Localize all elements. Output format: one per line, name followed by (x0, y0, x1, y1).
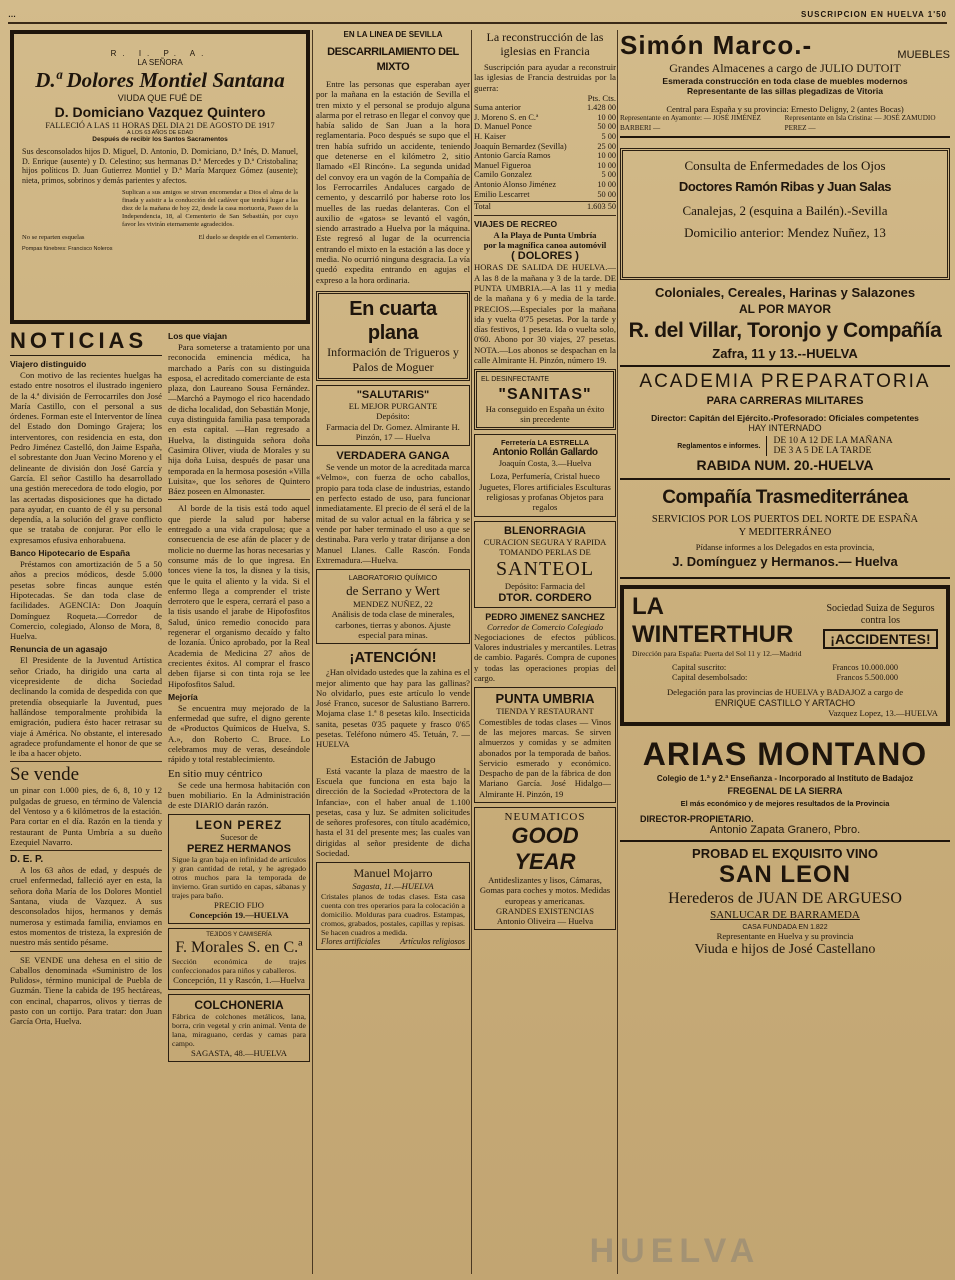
obituary-funeral-home: Pompas fúnebres: Francisco Noleros (22, 245, 113, 252)
recon-row (474, 132, 616, 142)
recon-donor: Camilo Gonzalez (474, 170, 532, 180)
simon-muebles: MUEBLES (897, 49, 950, 61)
ferre-address: Joaquín Costa, 3.—Huelva (498, 458, 592, 469)
obituary-date: FALLECIÓ A LAS 11 HORAS DEL DIA 21 DE AGOSTO DE 1917 (45, 121, 275, 130)
dolores-name: ( DOLORES ) (511, 250, 579, 263)
obituary-duelo: El duelo se despide en el Cementerio. (198, 234, 298, 242)
obituary-box (10, 30, 310, 324)
obituary-esquelas: No se reparten esquelas (22, 234, 85, 242)
sevilla-heading: EN LA LINEA DE SEVILLA (343, 30, 443, 39)
morales-text: Sección económica de trajes confeccionados para niños y caballeros. (172, 957, 306, 976)
leon-precio: PRECIO FIJO (214, 899, 264, 910)
wint-delegado: ENRIQUE CASTILLO Y ARTACHO (714, 697, 856, 708)
recon-donor: Antonio Alonso Jiménez (474, 179, 557, 189)
colon-sub: AL POR MAYOR (738, 302, 831, 317)
wint-cap2-row (672, 673, 898, 683)
neu-title: NEUMATICOS (504, 811, 586, 823)
column-rule (471, 30, 472, 1274)
dep-text: A los 63 años de edad, y después de cruel enfermedad, falleció ayer en esta, la señora doña María de los Dolores Montiel Santana, viuda de Vazquez. A sus desconsolados hijos, hermanos y demás numerosa y estimada familia, enviamos en estos momentos de tristeza, la expresión de nuestro más sentido pésame. (10, 865, 162, 948)
winterthur-ad (620, 585, 950, 726)
recon-row (474, 180, 616, 190)
wint-sociedad: Sociedad Suiza de Seguros contra los (826, 602, 935, 626)
ganga-title: VERDADERA GANGA (336, 450, 450, 463)
simon-sub2: Esmerada construcción en toda clase de muebles modernos (662, 76, 908, 86)
leon-address: Concepción 19.—HUELVA (189, 910, 289, 921)
viajan-heading: Los que viajan (168, 331, 228, 341)
san-leon-ad (620, 842, 950, 959)
arias-location: FREGENAL DE LA SIERRA (727, 785, 843, 796)
ganga-text: Se vende un motor de la acreditada marca «Velmo», con fuerza de ocho caballos, propio para toda clase de industrias, estando en perfecto estado de uso, para funcionar inmediatamente. El precio de él será el de la mitad de su valor actual en la fábrica y se vende por haber terminado el uso a que se destinaba. Para verlo y tratar diríjanse a don Manuel Llanes. Calle Rascón. Fonda Extremadura.—Huelva. (316, 462, 470, 565)
recon-table (474, 103, 616, 199)
column-third (474, 30, 616, 1274)
villar-address: Zafra, 11 y 13.--HUELVA (712, 346, 858, 362)
dep-heading: D. E. P. (10, 854, 44, 866)
jabugo-heading: Estación de Jabugo (350, 753, 436, 766)
pedro-name: PEDRO JIMENEZ SANCHEZ (485, 611, 605, 622)
recon-total-row (474, 201, 616, 212)
wint-direccion: Dirección para España: Puerta del Sol 11 y 12.—Madrid (632, 648, 802, 658)
header-right: SUSCRIPCION EN HUELVA 1'50 (801, 10, 947, 19)
arias-sub: Colegio de 1.ª y 2.ª Enseñanza - Incorporado al Instituto de Badajoz (656, 773, 914, 783)
mojarro-footer (321, 937, 465, 947)
simon-marco-ad (620, 30, 950, 138)
cordero-name: DTOR. CORDERO (498, 591, 592, 604)
recon-row (474, 113, 616, 123)
acad-internado: HAY INTERNADO (748, 423, 822, 434)
mejoria-heading: Mejoría (168, 691, 198, 702)
arias-director: DIRECTOR-PROPIETARIO. (640, 813, 754, 824)
viajan-text: Para someterse a tratamiento por una reconocida eminencia médica, ha marchado a París con su distinguida esposa, el acreditado comerciante de esta plaza, don Laureano Sousa Fernández. —Marchó a Paymogo el rico hacendado de dicha localidad, don Sebastián Monje, cuya distinguida familia pasa temporada en esta capital. —Han regresado a Huelva, la distinguida señora doña Casimira Oliver, viuda de Morales y su hija doña Luisa, después de pasar una temporada en la hermosa posesión «Villa Luisita», que los señores de Quintero Báez poseen en Almonaster. (168, 342, 310, 497)
trasm-sub: SERVICIOS POR LOS PUERTOS DEL NORTE DE ESPAÑA Y MEDITERRÁNEO (651, 514, 919, 539)
wint-right (823, 603, 938, 649)
column-left (10, 30, 310, 1274)
column-ads (620, 30, 950, 1274)
page-header (8, 10, 947, 24)
acad-schedule (766, 436, 892, 456)
viajero-heading: Viajero distinguido (10, 359, 87, 369)
bleno-title: BLENORRAGIA (504, 524, 586, 537)
recon-amount: 50 00 (597, 122, 616, 132)
ferre-text: Loza, Perfumería, Cristal hueco Juguetes, Flores artificiales Esculturas religiosas y profanas Objetos para regalos (479, 471, 611, 513)
acad-title: ACADEMIA PREPARATORIA (639, 371, 931, 393)
acad-hours (620, 436, 950, 456)
viajes-sub2: por la magnífica canoa automóvil (483, 240, 607, 251)
wint-address: Vazquez Lopez, 13.—HUELVA (828, 707, 938, 718)
arias-name: ARIAS MONTANO (642, 735, 928, 772)
viajes-text: HORAS DE SALIDA DE HUELVA.—A las 8 de la mañana y 3 de la tarde. DE PUNTA UMBRIA.—A las 11 y media de la mañana y 6 y media de la tarde. PRECIOS.—Especiales por la mañana ida y vuelta 0'75 pesetas. Por la tarde y días festivos, 1 peseta. Ida o vuelta solo, 0'60. Abono por 30 viajes, 27 pesetas. NOTA.—Los abonos se despachan en la calle Almirante H. Pinzón, número 19. (474, 262, 616, 365)
recon-amount: 1.428 00 (586, 103, 616, 113)
neu-text: Antideslizantes y lisos, Cámaras, Gomas para coches y motos. Medidas europeas y americanas. (479, 875, 611, 906)
santeol-dep: Depósito: Farmacia del (504, 581, 586, 592)
vino-casa: CASA FUNDADA EN 1.822 (742, 923, 828, 931)
mojarro-religiosos: Artículos religiosos (400, 936, 465, 946)
colch-text: Fábrica de colchones metálicos, lana, borra, crin vegetal y crin animal. Venta de lana, miraguano, cerdas y camas para campo. (172, 1011, 306, 1048)
salutaris-ad (316, 385, 470, 446)
ojos-previous: Domicilio anterior: Mendez Nuñez, 13 (684, 225, 886, 241)
goodyear-logo: GOOD YEAR (511, 823, 579, 874)
santeol-name: SANTEOL (495, 558, 595, 581)
acad-address: RABIDA NUM. 20.-HUELVA (696, 457, 874, 474)
salut-title: "SALUTARIS" (356, 388, 430, 401)
pedro-sub: Corredor de Comercio Colegiado (486, 621, 604, 632)
simon-sub3: Representante de las sillas plegadizas de Vitoria (687, 86, 883, 96)
morales-top: TEJIDOS Y CAMISERÍA (206, 932, 272, 939)
wint-cap1-label: Capital suscrito: (672, 663, 727, 673)
noticias-title: NOTICIAS (10, 328, 162, 356)
viajes-sub: A la Playa de Punta Umbría (493, 229, 597, 240)
obituary-age: A LOS 63 AÑOS DE EDAD (126, 130, 194, 136)
column-rule (617, 30, 618, 1274)
leon-title: LEON PEREZ (195, 818, 283, 833)
recon-row (474, 142, 616, 152)
recon-unit: Pts. Cts. (587, 92, 616, 103)
lab-name: de Serrano y Wert (346, 583, 440, 599)
simon-rep2: Representante en Isla Cristina: — JOSÉ ZAMUDIO PEREZ — (784, 114, 936, 132)
renuncia-heading: Renuncia de un agasajo (10, 644, 108, 655)
acad-h1: DE 10 A 12 DE LA MAÑANA (773, 436, 893, 447)
obituary-ripa: R. I. P. A. (110, 49, 210, 58)
morales-name: F. Morales S. en C.ª (175, 939, 303, 957)
vino-location: SANLUCAR DE BARRAMEDA (710, 908, 860, 921)
ojos-address: Canalejas, 2 (esquina a Bailén).-Sevilla (682, 203, 888, 219)
trasm-firm: J. Domínguez y Hermanos.— Huelva (672, 553, 898, 569)
punta-text: Comestibles de todas clases — Vinos de las mejores marcas. Se sirven almuerzos y comidas y se admiten abonados por la temporada de baños. Servicio esmerado y económico. Despacho de pan de la fábrica de don Mariano García. José Hidalgo—Almirante H. Pinzón, 19 (479, 716, 611, 799)
viajero-text: Con motivo de las recientes huelgas ha estado entre nosotros el ilustrado ingeniero de la 4.ª división de Ferrocarriles don José María Castillo, con el personal a sus órdenes. Forman este el Interventor de línea del Estado don Domingo Grajera; los interventores, con residencia en esta, don Pedro Jiménez Castelló, don Jaime España, el sobrestante don Juan Vecino Moreno y el delineante de división don José García y García. El señor Castillo ha desarrollado una gestión merecedora de todo elogio, por las acertadas disposiciones que ha dictado para ayudar, en cuanto de él y su personal dependía, a la solución del grave conflicto que se trataba de conjurar. Por ello le expresamos efusiva enhorabuena. (10, 370, 162, 545)
cuarta-plana-box (316, 291, 470, 381)
cuarta-big: En cuarta plana (349, 297, 437, 344)
obituary-husband: D. Domiciano Vazquez Quintero (54, 104, 266, 120)
mojarro-flores: Flores artificiales (321, 936, 381, 946)
acad-sub: PARA CARRERAS MILITARES (706, 395, 864, 408)
recon-amount: 50 00 (597, 189, 616, 199)
ojos-doctors: Doctores Ramón Ribas y Juan Salas (678, 179, 892, 195)
punta-sub: TIENDA Y RESTAURANT (496, 706, 594, 717)
arias-director-name: Antonio Zapata Granero, Pbro. (709, 823, 861, 836)
ojos-ad (620, 148, 950, 280)
trasmediterranea-ad (620, 480, 950, 578)
banco-text: Préstamos con amortización de 5 a 50 años a precios módicos, desde 5.000 pesetas sobre fincas aunque estén Hipotecadas. Se dan toda clase de facilidades. AGENCIA: Don Joaquín Domínguez Roqueta.—Corredor de Comercio, colegiado, Alonso de Mora, 8, Huelva. (10, 559, 162, 642)
recon-intro: Suscripción para ayudar a reconstruir las iglesias de Francia destruidas por la guerra: (474, 62, 616, 93)
simon-rep1: Representante en Ayamonte: — JOSÉ JIMÉNEZ BARBERI — (620, 114, 761, 132)
wint-cap1: Francos 10.000.000 (832, 663, 898, 673)
recon-title: La reconstrucción de las iglesias en Francia (486, 30, 604, 58)
viajes-heading: VIAJES DE RECREO (474, 218, 558, 229)
recon-donor: Antonio García Ramos (474, 151, 551, 161)
mojarro-address: Sagasta, 11.—HUELVA (352, 881, 434, 892)
salut-dep: Depósito: (376, 411, 410, 422)
recon-donor: Joaquín Bernardez (Sevilla) (474, 141, 567, 151)
column-rule (312, 30, 313, 1274)
recon-total-label: Total (474, 202, 491, 212)
obituary-request: Suplican a sus amigos se sirvan encomendar a Dios el alma de la finada y asistir a la conducción del cadáver que tendrá lugar a las diez de la mañana de hoy 22, desde la casa mortuoria, Paseo de la Independencia, 18, al Cementerio de San Sebastián, por cuyo favor les vivirán eternamente agradecidos. (122, 189, 298, 229)
leon-perez-ad (168, 814, 310, 924)
sitio-heading: En sitio muy céntrico (168, 767, 263, 780)
library-watermark: HUELVA (589, 1232, 761, 1270)
tisis-text: Al borde de la tisis está todo aquel que pierde la salud por haberse entregado a una vida crapulosa; que a consecuencia de ese afán de placer y de molicie no duerme las horas necesarias y consume más de lo que ingresa. En tonces viene la tos, la disnea y la tisis, que le quita el aliento y la vida. Si el enfermo llega a comprender el triste derrotero que le espera, cerrará el paso a la tisis usando el jarabe de Hipofosfitos Salud, único remedio conocido para regenerar el organismo decaído y falto de lozanía. Único aprobado, por la Real Academia de Medicina 27 años de crecientes éxitos. Al comprar el frasco deben fijarse si con tinta roja se lee Hipofosfitos Salud. (168, 503, 310, 689)
colch-address: SAGASTA, 48.—HUELVA (190, 1047, 287, 1058)
simon-central: Central para España y su provincia: Ernesto Deligny, 2 (antes Bocas) (666, 104, 904, 114)
vino-viuda: Viuda e hijos de José Castellano (694, 942, 876, 958)
recon-donor: D. Manuel Ponce (474, 122, 532, 132)
bleno-sub: CURACION SEGURA Y RAPIDA TOMANDO PERLAS DE (483, 536, 607, 557)
villar-ad (620, 284, 950, 367)
atencion-title: ¡ATENCIÓN! (349, 649, 437, 667)
leon-firm: PEREZ HERMANOS (187, 842, 291, 855)
lab-text: Análisis de toda clase de minerales, carbones, tierras y abonos. Ajuste especial para minas. (331, 609, 455, 640)
wint-left (632, 593, 823, 659)
leon-text: Sigue la gran baja en infinidad de artículos y gran cantidad de retal, y he agregado otros muchos para la temporada de invierno. Gran surtido en capas, sábanas y trajes para baño. (172, 854, 306, 900)
acad-reglamentos: Reglamentos e informes. (677, 442, 761, 450)
noticias-column (10, 328, 162, 1066)
ferreteria-ad (474, 434, 616, 516)
trasm-informes: Pídanse informes a los Delegados en esta provincia, (695, 542, 875, 553)
simon-sub: Grandes Almacenes a cargo de JULIO DUTOIT (669, 61, 901, 75)
academia-ad (620, 367, 950, 480)
obituary-sacraments: Después de recibir los Santos Sacramentos (92, 136, 228, 143)
obituary-la-senora: LA SEÑORA (137, 58, 183, 67)
sevilla-title: DESCARRILAMIENTO DEL MIXTO (327, 46, 459, 73)
wint-cap1-row (672, 663, 898, 673)
wint-cap2: Francos 5.500.000 (836, 672, 898, 682)
recon-row (474, 190, 616, 200)
ferre-heading: Ferretería LA ESTRELLA (500, 438, 590, 448)
recon-donor: H. Kaiser (474, 131, 506, 141)
recon-amount: 10 00 (597, 151, 616, 161)
obituary-footer (22, 233, 298, 243)
arias-montano-ad (620, 730, 950, 842)
vino-name: SAN LEON (718, 860, 851, 888)
sevilla-text: Entre las personas que esperaban ayer por la mañana en la estación de Sevilla el tren mixto y el personal se produjo alguna alarma por el retraso en llegar el convoy que había salido de San Juan a la hora reglamentaria. Poco después se supo que el tren había sufrido un accidente, teniendo que detenerse en el kilómetro 2, sitio llamado «El Rincón». La segunda unidad del convoy era un vagón de la Compañía de los Ferrocarriles Andaluces cargado de cemento, y descarriló por haberse roto los muelles de las ruedas delanteras. Con el auxilio de «gatos» se levantó el vagón, siendo arrastrado a Huelva por la máquina. Este regresó al lugar de la ocurrencia entrando el mixto en la estación a las doce y media. No ocurrió ninguna desgracia. La vía quedó expedita entrando en agujas el expreso a la hora ordinaria. (316, 79, 470, 285)
recon-donor: Suma anterior (474, 103, 521, 113)
jabugo-text: Está vacante la plaza de maestro de la Escuela que funciona en esta bajo la dirección de la Sociedad «Protectora de la Infancia», con el haber anual de 1.100 pesetas, casa y luz. Se admiten solicitudes de señores profesores, con título académico, hasta el 31 del presente mes; las cuales van dirigidas al señor presidente de dicha Sociedad. (316, 765, 470, 859)
recon-donor: Emilio Lescarret (474, 189, 530, 199)
wint-accidentes: ¡ACCIDENTES! (823, 629, 938, 649)
vino-rep: Representante en Huelva y su provincia (716, 930, 854, 941)
colon-title: Coloniales, Cereales, Harinas y Salazones (654, 285, 916, 301)
neu-address: Antonio Oliveira — Huelva (496, 916, 594, 927)
trasm-title: Compañía Trasmediterránea (662, 487, 908, 509)
lab-title: LABORATORIO QUÍMICO (348, 573, 438, 583)
acad-h2: DE 3 A 5 DE LA TARDE (773, 446, 872, 457)
sanitas-ad (474, 369, 616, 430)
wint-cap2-label: Capital desembolsado: (672, 672, 748, 682)
sevende-big: Se vende (10, 764, 80, 786)
punta-umbria-ad (474, 687, 616, 803)
news-columns (10, 328, 310, 1066)
mojarro-ad (316, 862, 470, 950)
recon-row (474, 151, 616, 161)
cuarta-sub: Información de Trigueros y Palos de Moguer (327, 344, 459, 374)
renuncia-text: El Presidente de la Juventud Artística señor Criado, ha dirigido una carta al vicepresidente de dicha Sociedad declinando la comida de despedida con que pretendía obsequiarle la Juventud, pues hallándose temporalmente prohibida la emigración, pudiera ésto hacer retrasar su viaje á América. No obstante, el interesado agradece profundamente el honor de que se le iba a hacer objeto. (10, 655, 162, 759)
mojarro-text: Cristales planos de todas clases. Esta casa cuenta con tres operarios para la colocación a domicilio. Molduras para cuadros. Estampas, cromos, grabados, postales, capillas y repisas. Se hacen cuadros a medida. (321, 891, 465, 937)
wint-top (632, 593, 938, 659)
salut-text: Farmacia del Dr. Gomez. Almirante H. Pinzón, 17 — Huelva (326, 421, 460, 442)
colch-title: COLCHONERIA (194, 997, 284, 1012)
mojarro-name: Manuel Mojarro (353, 866, 433, 881)
recon-row (474, 103, 616, 113)
recon-amount: 5 00 (601, 131, 616, 141)
atencion-text: ¿Han olvidado ustedes que la zahina es el mejor alimento que hay para las gallinas? No olvidarlo, pues este artículo lo vende José Franco, sucesor de Salustiano Barrero. Mojama clase 1.ª 8 pesetas kilo. Insecticida sanita, pesetas 0'35 paquete y frasco 0'65 pesetas. Teléfono número 45. Tetuán, 7. — HUELVA (316, 667, 470, 750)
recon-amount: 10 00 (597, 160, 616, 170)
pedro-text: Negociaciones de efectos públicos. Valores industriales y mercantiles. Letras de cambio. Pagarés. Compra de cupones y todas las operaciones propias del cargo. (474, 631, 616, 684)
colchoneria-ad (168, 994, 310, 1062)
dehesa-text: SE VENDE una dehesa en el sitio de Caballos denominada «Suministro de los Pulidos», término municipal de Puebla de Guzmán. Tiene la cabida de 195 hectáreas, con encinal, chaparros, olivos y tierras de pasto con un cortijo. Para tratar: don Juan García Orta, Huelva. (10, 954, 162, 1027)
recon-row (474, 122, 616, 132)
sevende-text: un pinar con 1.000 pies, de 6, 8, 10 y 12 pulgadas de grueso, en término de Valencia del Ventoso y a 6 kilómetros de la estación. Para cortar en el día. Razón en la tienda y restaurant de Punta Umbría a su dueño Ezequiel Navarro. (10, 785, 162, 847)
second-news-column (168, 328, 310, 1066)
villar-name: R. del Villar, Toronjo y Compañía (628, 319, 942, 343)
header-left: … (8, 10, 17, 19)
wint-name: LA WINTERTHUR (632, 592, 794, 648)
mejoria-text: Se encuentra muy mejorado de la enfermedad que sufre, el digno gerente de «Productos Químicos de Huelva, S. A.», don Roberto C. Bruce. Lo celebramos muy de veras, deseándole rápido y total restablecimiento. (168, 702, 310, 765)
recon-row (474, 161, 616, 171)
arias-results: El más económico y de mejores resultados de la Provincia (680, 798, 890, 808)
leon-sucesor: Sucesor de (220, 832, 258, 843)
morales-ad (168, 928, 310, 989)
vino-top: PROBAD EL EXQUISITO VINO (692, 845, 878, 861)
simon-name: Simón Marco.- (620, 30, 813, 60)
punta-title: PUNTA UMBRIA (495, 691, 595, 707)
neu-existencias: GRANDES EXISTENCIAS (495, 905, 595, 916)
recon-donor: Manuel Figueroa (474, 160, 531, 170)
wint-delegacion: Delegación para las provincias de HUELVA y BADAJOZ a cargo de (666, 687, 904, 698)
recon-donor: J. Moreno S. en C.ª (474, 112, 539, 122)
neumaticos-ad (474, 807, 616, 930)
recon-amount: 10 00 (597, 112, 616, 122)
recon-amount: 10 00 (597, 179, 616, 189)
ferre-name: Antonio Rollán Gallardo (492, 447, 598, 459)
acad-director: Director: Capitán del Ejército.-Profesorado: Oficiales competentes (651, 413, 919, 424)
sanitas-top: EL DESINFECTANTE (481, 376, 550, 384)
obituary-family: Sus desconsolados hijos D. Miguel, D. Antonio, D. Domiciano, D.ª Inés, D. Manuel, D. Enrique (ausente) y D. Celestino; sus hermanas D.ª Mercedes y D.ª Cristobalina; hijos políticos D. Juan Gutierrez Montiel y D.ª María Marquez Gómez (ausente); nieta, primos, sobrinos y demás parientes y afectos. (22, 147, 298, 185)
obituary-viuda: VIUDA QUE FUÉ DE (117, 93, 203, 103)
vino-herederos: Herederos de JUAN DE ARGUESO (668, 889, 902, 907)
blenorragia-ad (474, 521, 616, 608)
ojos-title: Consulta de Enfermedades de los Ojos (684, 158, 886, 174)
column-second (316, 30, 470, 1274)
simon-reps (620, 114, 950, 133)
recon-total: 1.603 50 (586, 202, 616, 212)
banco-heading: Banco Hipotecario de España (10, 548, 130, 559)
recon-amount: 25 00 (597, 141, 616, 151)
lab-address: MENDEZ NUÑEZ, 22 (353, 599, 433, 610)
recon-row (474, 170, 616, 180)
morales-address: Concepción, 11 y Rascón, 1.—Huelva (173, 975, 305, 986)
salut-sub: EL MEJOR PURGANTE (348, 400, 438, 411)
sitio-text: Se cede una hermosa habitación con buen mobiliario. En la Administración de este DIARIO darán razón. (168, 779, 310, 811)
laboratorio-ad (316, 569, 470, 644)
obituary-name: D.ª Dolores Montiel Santana (35, 68, 285, 92)
sanitas-sub: Ha conseguido en España un éxito sin precedente (485, 403, 605, 424)
sanitas-name: "SANITAS" (498, 385, 592, 403)
simon-top (620, 30, 950, 61)
recon-amount: 5 00 (601, 170, 616, 180)
